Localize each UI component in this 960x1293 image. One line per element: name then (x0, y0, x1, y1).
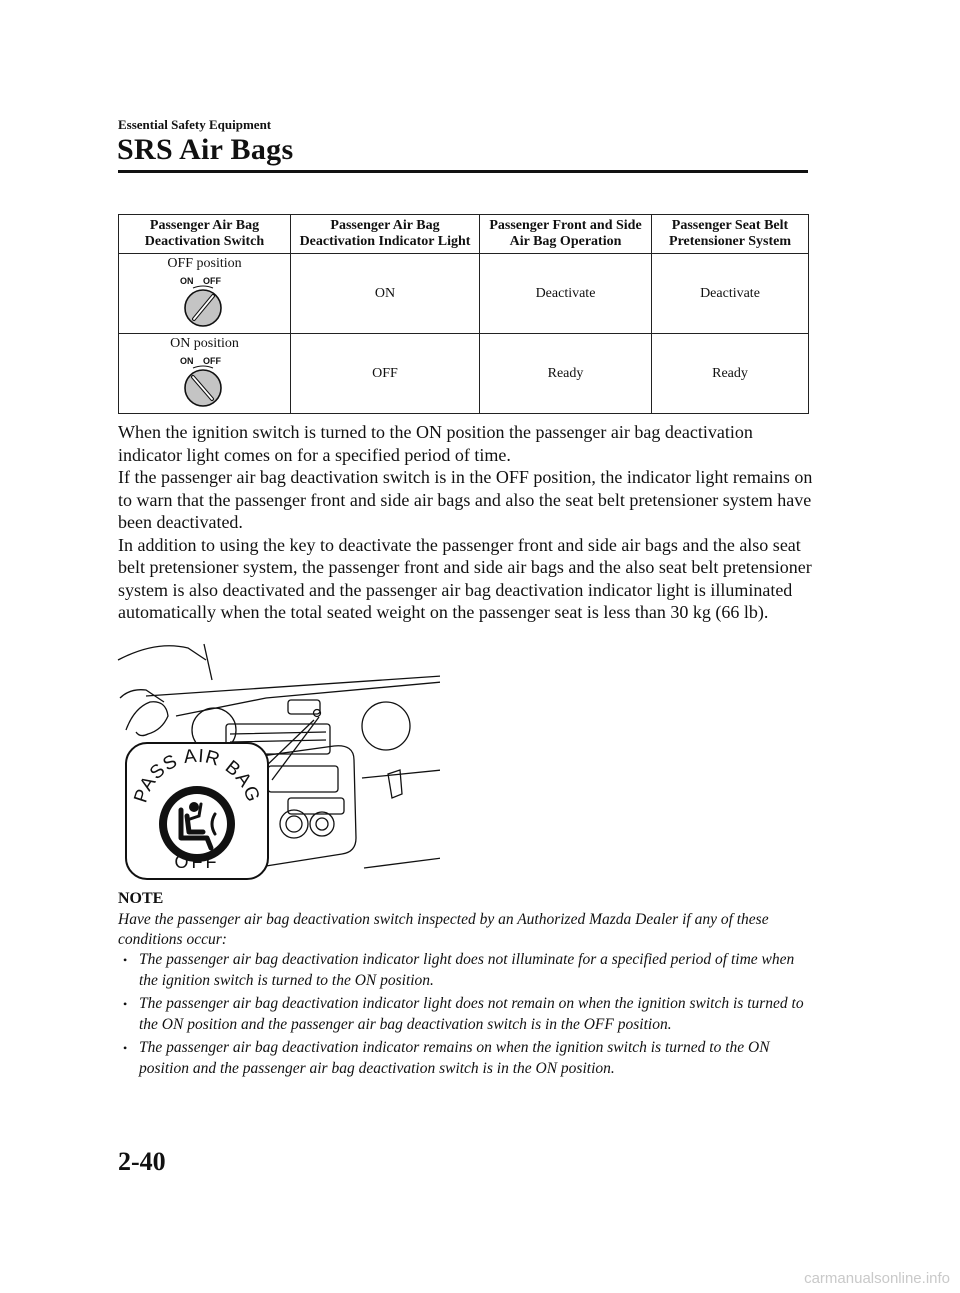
list-item: • The passenger air bag deactivation indicator light does not remain on when the ignition switch is turned to the ON position and the passenger air bag deactivation switch is in the OFF position. (123, 995, 804, 1033)
note-list (118, 950, 808, 1082)
column-header: Passenger Front and Side Air Bag Operation (480, 215, 652, 254)
note-intro: Have the passenger air bag deactivation switch inspected by an Authorized Mazda Dealer if any of these conditions occur: (118, 911, 769, 948)
deactivation-table (118, 214, 809, 414)
section-label: Essential Safety Equipment (118, 117, 272, 132)
page-title: SRS Air Bags (117, 133, 294, 166)
pretensioner-cell: Ready (652, 334, 809, 414)
indicator-callout (125, 742, 269, 880)
switch-position-label: ON position (170, 336, 239, 351)
switch-off-knob-icon (179, 276, 227, 328)
indicator-light-cell: ON (291, 254, 480, 334)
note-title: NOTE (118, 890, 164, 907)
title-divider (118, 170, 808, 173)
list-item: • The passenger air bag deactivation indicator remains on when the ignition switch is turned to the ON position and the passenger air bag deactivation switch is in the ON position. (123, 1039, 770, 1077)
knob-off-label: OFF (203, 276, 221, 286)
bullet-icon: • (123, 1041, 128, 1055)
body-paragraph: In addition to using the key to deactivate the passenger front and side air bags and the also seat belt pretensioner system, the passenger front and side air bags and the also seat belt pretensioner system is also deactivated and the passenger air bag deactivation indicator light is illuminated automatically when the total seated weight on the passenger seat is less than 30 kg (66 lb). (118, 534, 812, 622)
air-bag-operation-cell: Ready (480, 334, 652, 414)
bullet-icon: • (123, 997, 128, 1011)
dashboard-illustration (116, 638, 440, 878)
body-text (118, 421, 818, 624)
switch-position-cell (119, 254, 291, 334)
knob-on-label: ON (180, 356, 194, 366)
column-header: Passenger Air Bag Deactivation Indicator Light (291, 215, 480, 254)
knob-off-label: OFF (203, 356, 221, 366)
indicator-bottom-label: OFF (174, 852, 220, 872)
table-header-row (119, 215, 809, 254)
switch-position-cell (119, 334, 291, 414)
body-paragraph: When the ignition switch is turned to the ON position the passenger air bag deactivation indicator light comes on for a specified period of time. (118, 422, 753, 465)
table-row (119, 254, 809, 334)
list-item: • The passenger air bag deactivation indicator light does not illuminate for a specified period of time when the ignition switch is turned to the ON position. (123, 951, 795, 989)
switch-on-knob-icon (179, 356, 227, 408)
pretensioner-cell: Deactivate (652, 254, 809, 334)
column-header: Passenger Air Bag Deactivation Switch (119, 215, 291, 254)
watermark: carmanualsonline.info (804, 1270, 950, 1287)
knob-on-label: ON (180, 276, 194, 286)
column-header: Passenger Seat Belt Pretensioner System (652, 215, 809, 254)
table-row (119, 334, 809, 414)
page-number: 2-40 (118, 1147, 166, 1176)
bullet-icon: • (123, 953, 128, 967)
body-paragraph: If the passenger air bag deactivation switch is in the OFF position, the indicator light remains on to warn that the passenger front and side air bags and also the seat belt pretensioner system have been deactivated. (118, 467, 813, 532)
air-bag-operation-cell: Deactivate (480, 254, 652, 334)
indicator-top-label: PASS AIR BAG (130, 745, 264, 806)
pass-air-bag-off-icon (127, 744, 267, 878)
indicator-light-cell: OFF (291, 334, 480, 414)
switch-position-label: OFF position (167, 256, 242, 271)
